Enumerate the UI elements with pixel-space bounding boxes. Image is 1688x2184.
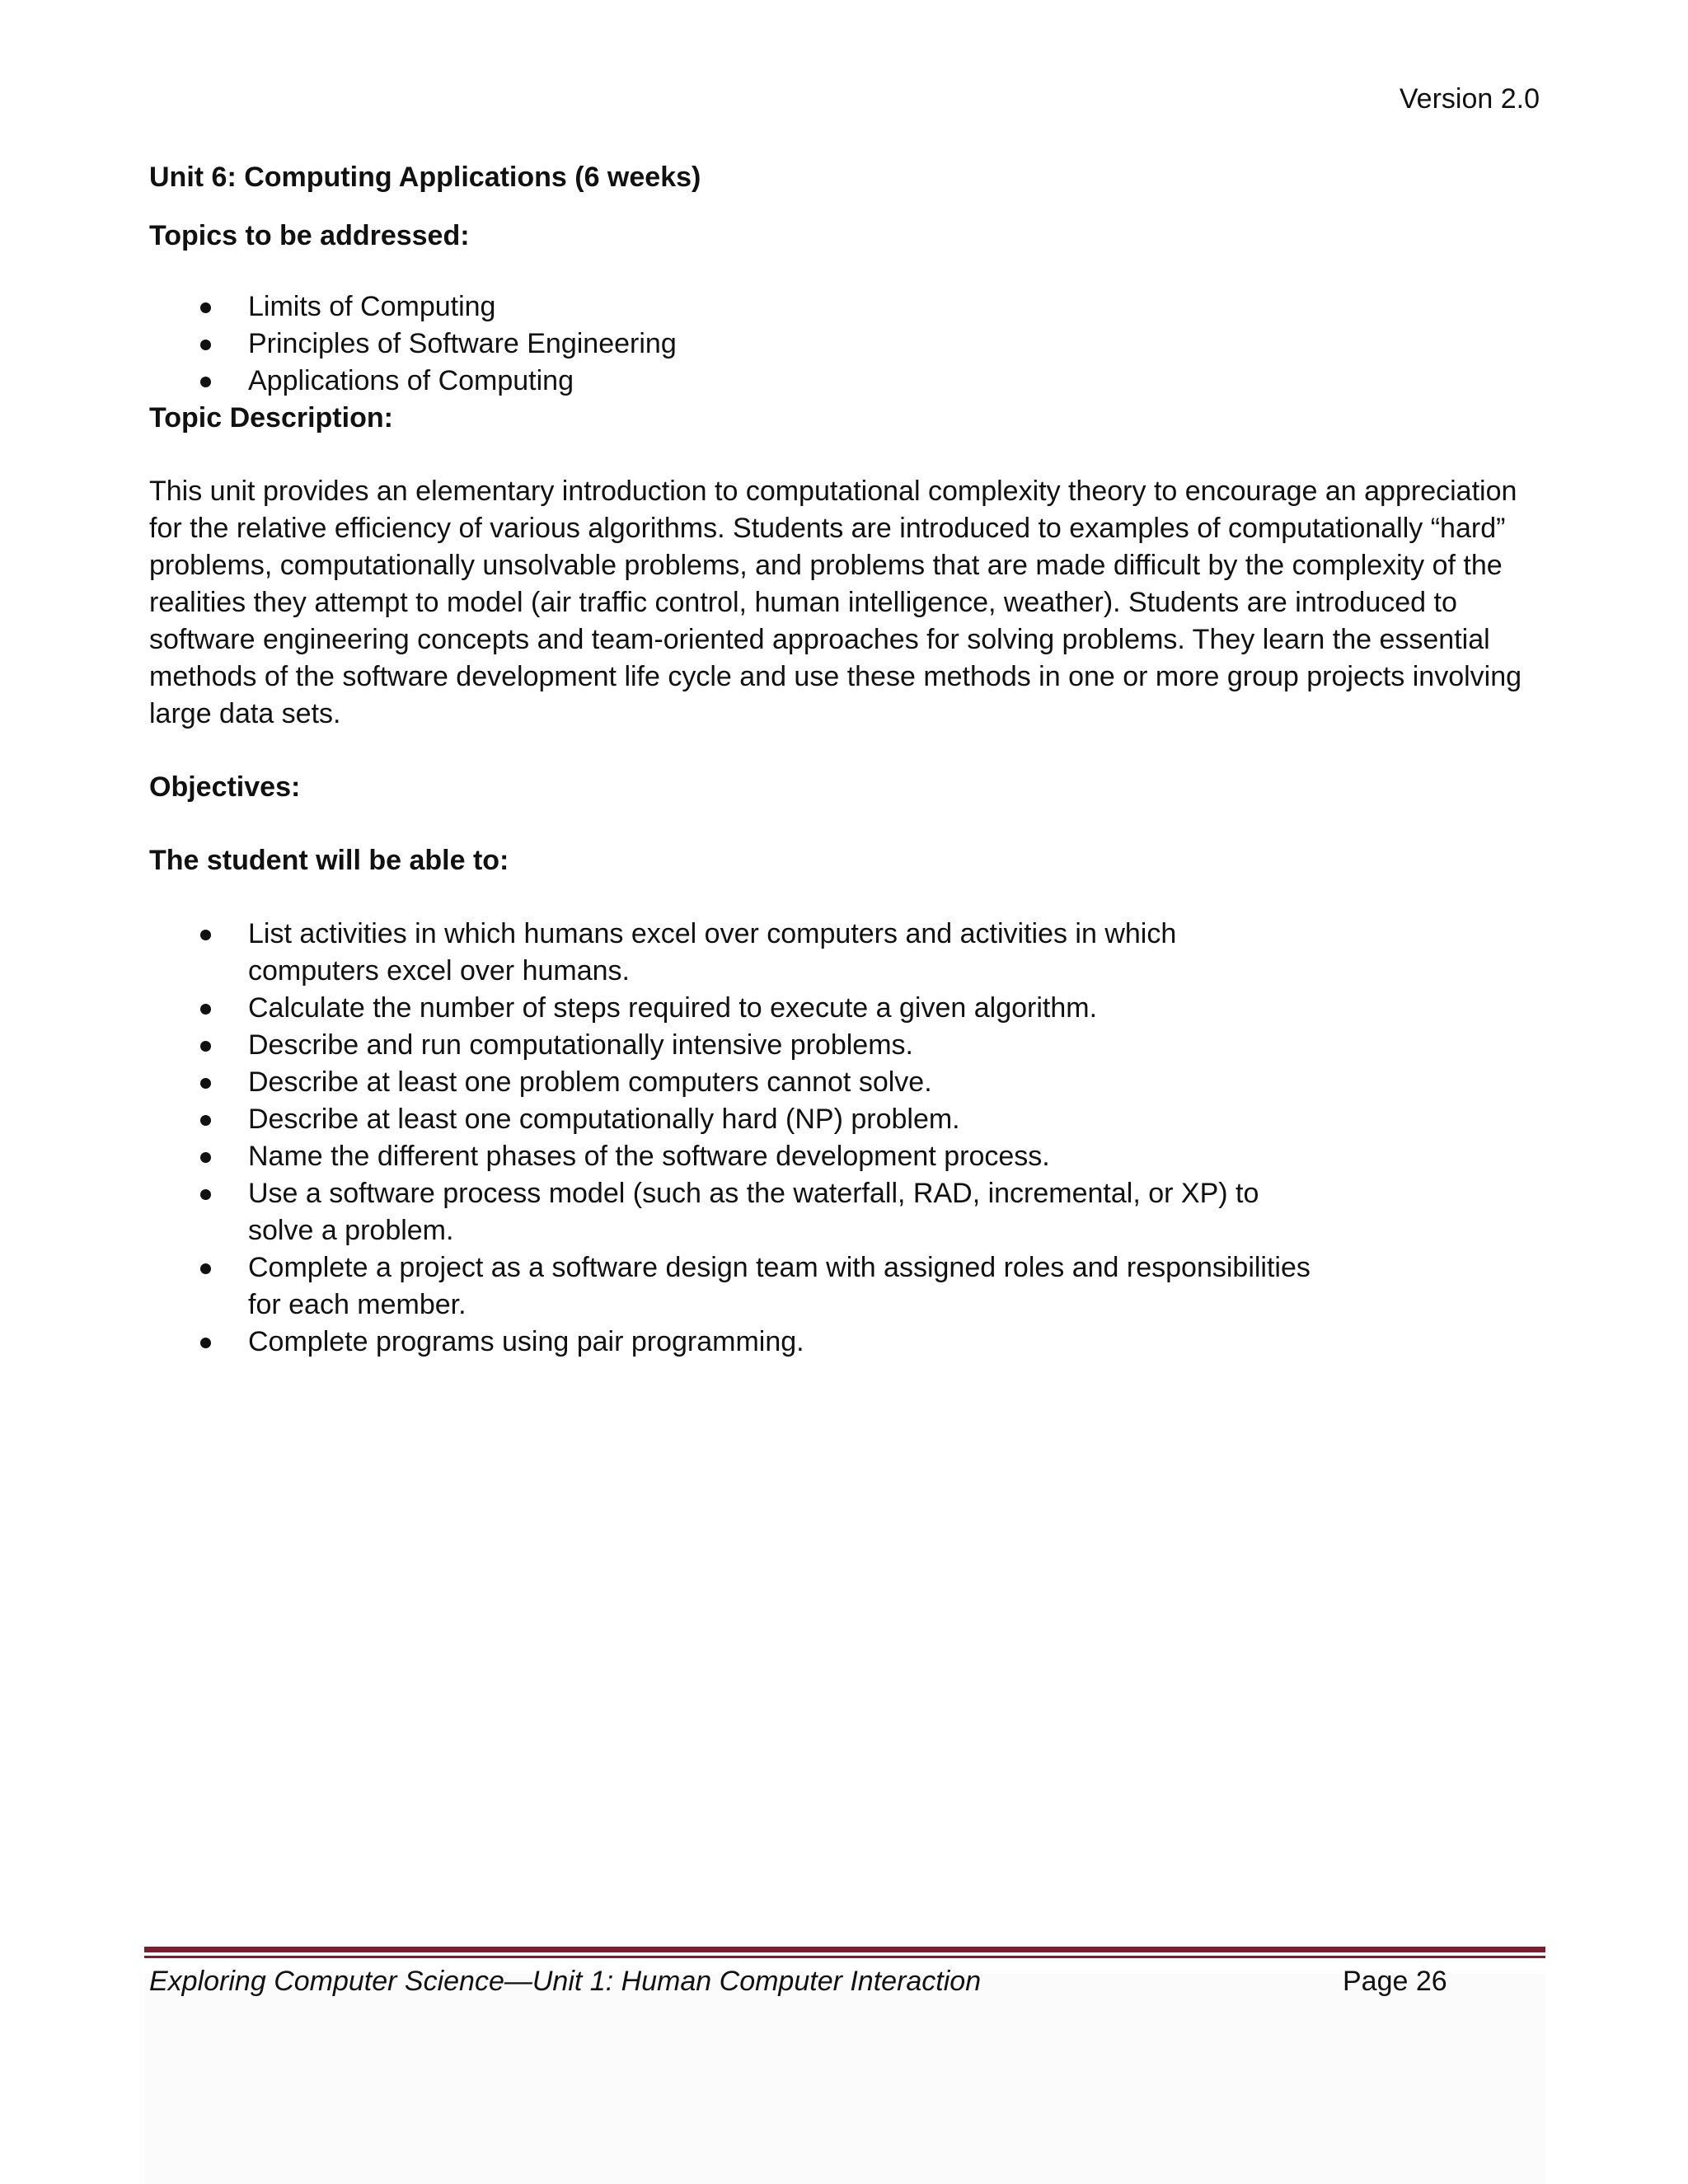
list-item (149, 363, 1542, 400)
list-item (149, 1324, 1311, 1361)
objectives-heading: Objectives: (149, 771, 301, 803)
bullet-icon (200, 340, 211, 350)
objective-text: Use a software process model (such as the waterfall, RAD, incremental, or XP) to solve a problem. (248, 1178, 1259, 1246)
footer-rule (144, 1947, 1545, 1952)
list-item (149, 1138, 1311, 1175)
bullet-icon (200, 930, 211, 940)
list-item (149, 1027, 1311, 1064)
bullet-icon (200, 1115, 211, 1126)
list-item (149, 990, 1311, 1027)
bullet-icon (200, 1004, 211, 1015)
objective-text: Calculate the number of steps required to execute a given algorithm. (248, 992, 1098, 1024)
list-item (149, 916, 1311, 990)
topic-text: Limits of Computing (248, 291, 496, 322)
objective-text: Name the different phases of the software development process. (248, 1141, 1050, 1172)
list-item (149, 1249, 1311, 1324)
topic-text: Principles of Software Engineering (248, 328, 677, 359)
page-content (149, 159, 1542, 1361)
objective-text: Describe at least one problem computers cannot solve. (248, 1066, 932, 1098)
footer-rule-thin (144, 1956, 1545, 1958)
objective-text: Describe and run computationally intensive problems. (248, 1029, 913, 1061)
topic-text: Applications of Computing (248, 365, 574, 396)
unit-title: Unit 6: Computing Applications (6 weeks) (149, 162, 701, 193)
bullet-icon (200, 1263, 211, 1274)
bullet-icon (200, 1078, 211, 1089)
list-item (149, 326, 1542, 363)
list-item (149, 1064, 1311, 1101)
topics-heading: Topics to be addressed: (149, 220, 470, 251)
bullet-icon (200, 1041, 211, 1052)
topic-description-heading: Topic Description: (149, 402, 393, 434)
objective-text: List activities in which humans excel over computers and activities in which computers excel over humans. (248, 918, 1177, 987)
bullet-icon (200, 377, 211, 387)
list-item (149, 1175, 1311, 1249)
page-number: Page 26 (1343, 1966, 1447, 1997)
objective-text: Complete a project as a software design team with assigned roles and responsibilities for each member. (248, 1252, 1311, 1320)
topic-description-text: This unit provides an elementary introduction to computational complexity theory to encourage an appreciation for the relative efficiency of various algorithms. Students are introduced to examples of computationally “hard” problems, computationally unsolvable problems, and problems that are made difficult by the complexity of the realities they attempt to model (air traffic control, human intelligence, weather). Students are introduced to software engineering concepts and team-oriented approaches for solving problems. They learn the essential methods of the software development life cycle and use these methods in one or more group projects involving large data sets. (149, 476, 1522, 729)
list-item (149, 288, 1542, 326)
objective-text: Describe at least one computationally hard (NP) problem. (248, 1104, 960, 1135)
objective-text: Complete programs using pair programming. (248, 1326, 804, 1357)
bullet-icon (200, 302, 211, 313)
version-label: Version 2.0 (1399, 83, 1540, 115)
page-bottom-shade (144, 1974, 1545, 2184)
bullet-icon (200, 1152, 211, 1163)
topics-list (149, 288, 1542, 400)
bullet-icon (200, 1338, 211, 1348)
footer-title: Exploring Computer Science—Unit 1: Human Computer Interaction (149, 1966, 982, 1997)
objectives-list (149, 916, 1542, 1361)
list-item (149, 1101, 1311, 1138)
bullet-icon (200, 1189, 211, 1200)
student-able-heading: The student will be able to: (149, 845, 509, 876)
